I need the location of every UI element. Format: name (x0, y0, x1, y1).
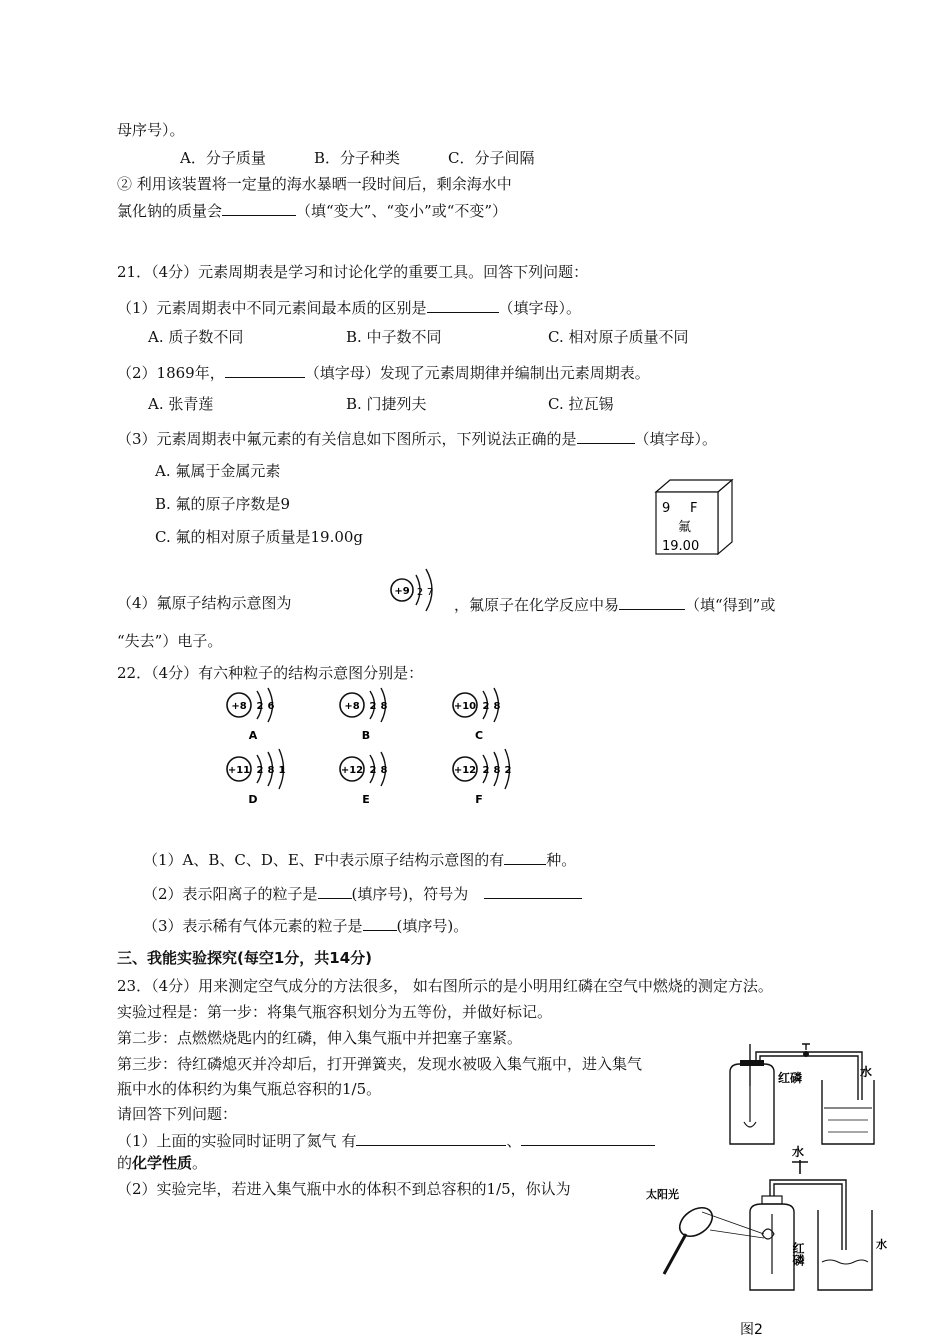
fluorine-element-box (650, 478, 736, 558)
q21-p4-text: ，氟原子在化学反应中易 (454, 596, 620, 614)
q21-p1-text: （1）元素周期表中不同元素间最本质的区别是 (117, 299, 427, 317)
nucleus-charge: +9 (394, 586, 410, 597)
electron-count: 2 (256, 765, 264, 776)
q21-p1-option-b: B. 中子数不同 (346, 328, 442, 346)
q22-part3 (143, 914, 468, 936)
q22-part1 (143, 848, 576, 870)
right-water-label: 水 (876, 1238, 887, 1251)
q23-p1-text: （1）上面的实验同时证明了氮气 有 (117, 1132, 357, 1150)
top-water-label: 水 (792, 1145, 805, 1159)
particle-label: F (475, 793, 483, 806)
q21-part3 (117, 427, 717, 449)
figure-2-caption: 图2 (740, 1322, 763, 1338)
q23-line-8 (117, 1153, 207, 1173)
q22-p3-hint: (填序号)。 (396, 917, 469, 935)
answer-blank[interactable] (484, 882, 582, 899)
answer-blank[interactable] (504, 848, 546, 865)
nucleus-charge: +11 (227, 765, 251, 776)
shell-2-electrons: 7 (426, 587, 434, 598)
atomic-number: 9 (662, 501, 671, 516)
nucleus-charge: +12 (340, 765, 364, 776)
electron-count: 2 (482, 701, 490, 712)
q21-part4-text: （4）氟原子结构示意图为 (117, 594, 292, 612)
element-symbol: F (690, 501, 698, 516)
answer-blank[interactable] (619, 593, 685, 610)
particle-label: D (248, 793, 258, 806)
electron-count: 2 (482, 765, 490, 776)
q21-p2-hint: （填字母）发现了元素周期律并编制出元素周期表。 (304, 364, 650, 382)
q21-p2-text: （2）1869年， (117, 364, 225, 382)
electron-count: 8 (493, 765, 501, 776)
q21-p3-option-a: A. 氟属于金属元素 (155, 462, 281, 480)
q21-title: 21．（4分）元素周期表是学习和讨论化学的重要工具。回答下列问题： (117, 263, 589, 281)
q21-p3-option-b: B. 氟的原子序数是9 (155, 495, 291, 513)
red-phosphorus-label-2: 红磷 (791, 1242, 805, 1266)
answer-blank[interactable] (356, 1129, 506, 1146)
q23-l8-text: 的 (117, 1154, 133, 1172)
q21-p3-text: （3）元素周期表中氟元素的有关信息如下图所示，下列说法正确的是 (117, 430, 577, 448)
particle-e (340, 752, 388, 806)
electron-count: 2 (369, 701, 377, 712)
electron-count: 2 (256, 701, 264, 712)
shell-1-electrons: 2 (416, 587, 424, 598)
nacl-line (117, 199, 507, 221)
q23-line-6: 请回答下列问题： (117, 1105, 238, 1123)
electron-count: 8 (380, 701, 388, 712)
electron-count: 8 (493, 701, 501, 712)
q21-p1-option-a: A. 质子数不同 (148, 328, 244, 346)
q22-p2-hint: (填序号)，符号为 (351, 885, 469, 903)
q21-part2 (117, 361, 650, 383)
electron-count: 2 (369, 765, 377, 776)
nacl-text: 氯化钠的质量会 (117, 202, 223, 220)
q22-p3-text: （3）表示稀有气体元素的粒子是 (143, 917, 363, 935)
particle-label: C (474, 729, 484, 742)
water-label: 水 (860, 1065, 873, 1079)
particle-label: E (362, 793, 370, 806)
q23-separator: 、 (506, 1132, 522, 1150)
apparatus-figure-1 (722, 1040, 882, 1150)
answer-blank[interactable] (363, 914, 397, 931)
q23-line-4: 第三步：待红磷熄灭并冷却后，打开弹簧夹，发现水被吸入集气瓶中，进入集气 (117, 1055, 643, 1073)
nucleus-charge: +12 (453, 765, 477, 776)
q21-p3-hint: （填字母）。 (634, 430, 718, 448)
particle-b (340, 688, 388, 742)
q23-line-7 (117, 1129, 655, 1151)
q21-p3-option-c: C. 氟的相对原子质量是19.00g (155, 528, 364, 546)
electron-count: 8 (267, 765, 275, 776)
q22-p1-hint: 种。 (546, 851, 577, 869)
q22-p2-text: （2）表示阳离子的粒子是 (143, 885, 318, 903)
q23-line-5: 瓶中水的体积约为集气瓶总容积的1/5。 (117, 1080, 382, 1098)
q21-p4-hint: （填“得到”或 (685, 596, 776, 614)
q23-line-9: （2）实验完毕，若进入集气瓶中水的体积不到总容积的1/5，你认为 (117, 1180, 571, 1198)
section-3-title: 三、我能实验探究(每空1分，共14分) (117, 949, 373, 967)
answer-blank[interactable] (577, 427, 635, 444)
continuation-line: 母序号）。 (117, 121, 185, 139)
particle-structure-diagrams (225, 683, 555, 813)
seawater-line: ② 利用该装置将一定量的海水暴晒一段时间后，剩余海水中 (117, 175, 512, 193)
atomic-mass: 19.00 (662, 539, 700, 554)
option-b: B．分子种类 (314, 149, 401, 167)
q21-p2-option-a: A. 张青莲 (148, 395, 214, 413)
answer-blank[interactable] (225, 361, 305, 378)
particle-a (227, 688, 275, 742)
particle-label: B (361, 729, 371, 742)
nucleus-charge: +10 (453, 701, 477, 712)
electron-count: 6 (267, 701, 275, 712)
particle-label: A (248, 729, 258, 742)
q21-part1 (117, 296, 581, 318)
sunlight-label: 太阳光 (646, 1188, 679, 1201)
q23-line-2: 实验过程是：第一步：将集气瓶容积划分为五等份，并做好标记。 (117, 1003, 553, 1021)
q23-line-1: 23．（4分）用来测定空气成分的方法很多， 如右图所示的是小明用红磷在空气中燃烧的测定方法。 (117, 977, 773, 995)
answer-blank[interactable] (318, 882, 352, 899)
q22-part2 (143, 882, 582, 904)
particle-c (453, 688, 501, 742)
q21-p2-option-b: B. 门捷列夫 (346, 395, 427, 413)
q23-l8-end: 。 (192, 1154, 208, 1172)
nucleus-charge: +8 (231, 701, 247, 712)
answer-blank[interactable] (521, 1129, 655, 1146)
answer-blank[interactable] (427, 296, 499, 313)
q22-p1-text: （1）A、B、C、D、E、F中表示原子结构示意图的有 (143, 851, 505, 869)
q21-part4-cont (454, 593, 775, 615)
red-phosphorus-label: 红磷 (778, 1071, 803, 1085)
option-c: C．分子间隔 (448, 149, 535, 167)
element-name: 氟 (678, 520, 692, 535)
q21-p1-option-c: C. 相对原子质量不同 (548, 328, 689, 346)
nacl-hint: （填“变大”、“变小”或“不变”） (296, 202, 508, 220)
q21-p2-option-c: C. 拉瓦锡 (548, 395, 614, 413)
particle-d (227, 749, 286, 806)
answer-blank[interactable] (222, 199, 296, 216)
q23-line-3: 第二步：点燃燃烧匙内的红磷，伸入集气瓶中并把塞子塞紧。 (117, 1029, 523, 1047)
chemical-property-text: 化学性质 (132, 1154, 193, 1172)
electron-count: 2 (504, 765, 512, 776)
electron-count: 1 (278, 765, 286, 776)
electron-count: 8 (380, 765, 388, 776)
particle-f (453, 749, 512, 806)
option-a: A．分子质量 (180, 149, 266, 167)
q21-p1-hint: （填字母）。 (498, 299, 582, 317)
q22-title: 22．（4分）有六种粒子的结构示意图分别是： (117, 664, 424, 682)
q21-part4-end: “失去”）电子。 (117, 632, 223, 650)
fluorine-atom-diagram (386, 565, 442, 615)
nucleus-charge: +8 (344, 701, 360, 712)
apparatus-figure-2 (640, 1140, 900, 1344)
